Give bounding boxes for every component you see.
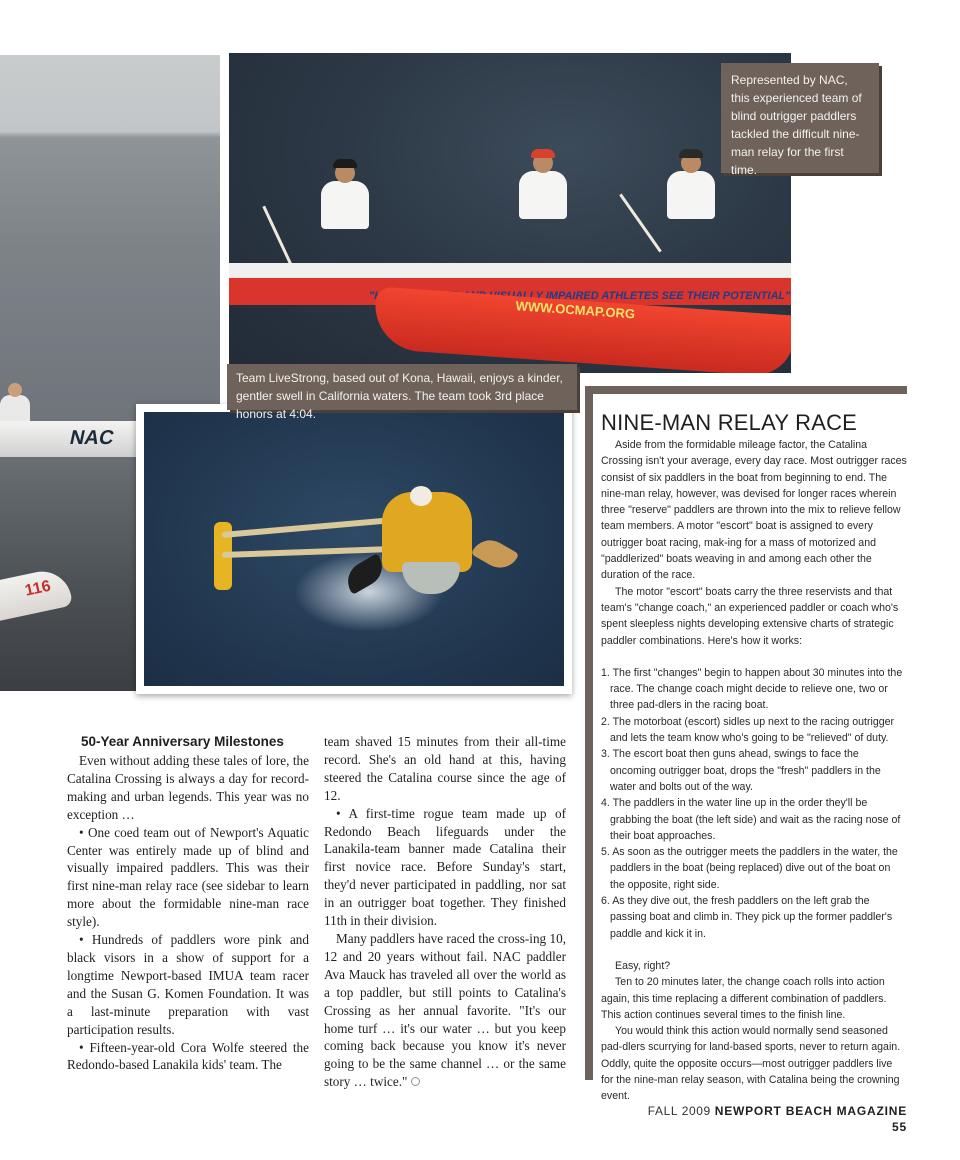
canoe-url-text: WWW.OCMAP.ORG bbox=[515, 298, 636, 322]
sidebar-step: 2. The motorboat (escort) sidles up next to the racing outrigger and lets the team know who's going to be "relieved" of duty. bbox=[601, 715, 895, 745]
article-paragraph: • One coed team out of Newport's Aquatic Center was entirely made up of blind and visually impaired paddlers. This was their first nine-man relay race (see sidebar to learn more about the formidable nine-man race style). bbox=[67, 824, 309, 930]
paddler-figure bbox=[519, 171, 567, 219]
article-column-1 bbox=[67, 733, 309, 1074]
sidebar-step: 6. As they dive out, the fresh paddlers on the left grab the passing boat and climb in. They pick up the former paddler's paddle and kick it in. bbox=[601, 895, 893, 940]
sidebar-step: 1. The first "changes" begin to happen about 30 minutes into the race. The change coach might decide to relieve one, two or three pad-dlers in the racing boat. bbox=[601, 666, 903, 712]
sidebar-step: 5. As soon as the outrigger meets the paddlers in the water, the paddlers in the boat (being replaced) dive out of the boat on the opposite, right side. bbox=[601, 846, 898, 891]
folio-magazine: NEWPORT BEACH MAGAZINE bbox=[714, 1104, 907, 1118]
article-paragraph: • Fifteen-year-old Cora Wolfe steered the Redondo-based Lanakila kids' team. The bbox=[67, 1039, 309, 1073]
article-column-2 bbox=[324, 733, 566, 1091]
sidebar-steps bbox=[601, 665, 907, 942]
photo-red-canoe bbox=[229, 53, 791, 373]
sidebar-content bbox=[601, 410, 907, 1105]
sidebar-step: 4. The paddlers in the water line up in the order they'll be grabbing the boat (the left side) and wait as the racing nose of their boat approaches. bbox=[601, 797, 901, 842]
sidebar-paragraph: The motor "escort" boats carry the three reservists and that team's "change coach," an experienced paddler or coach who's spent sleepless nights developing extensive charts of strategic paddler combinations. Here's how it works: bbox=[601, 585, 899, 647]
article-paragraph: Even without adding these tales of lore, the Catalina Crossing is always a day for record-making and urban legends. This year was no exception … bbox=[67, 753, 309, 822]
sidebar-paragraph: Aside from the formidable mileage factor, the Catalina Crossing isn't your average, every day race. Most outrigger races consist of six paddlers in the boat from beginning to end. The nine-man relay, however, was devised for longer races wherein three "reserve" paddlers are thrown into the mix to relieve fellow team members. A motor "escort" boat is assigned to every outrigger boat racing, mak-ing for a mass of motorized and "paddlerized" boats weaving in and among each other the duration of the race. bbox=[601, 439, 907, 582]
folio-page-number: 55 bbox=[892, 1120, 907, 1134]
sidebar-title: NINE-MAN RELAY RACE bbox=[601, 410, 858, 435]
sidebar-paragraph: Ten to 20 minutes later, the change coach rolls into action again, this time replacing a different combination of paddlers. This action continues several times to the finish line. bbox=[601, 976, 887, 1021]
photo-caption-top: Represented by NAC, this experienced team of blind outrigger paddlers tackled the difficult nine-man relay for the first time. bbox=[721, 63, 879, 173]
paddle-blade bbox=[471, 533, 519, 575]
photo-yellow-outrigger bbox=[144, 412, 564, 686]
hull-nac-text: NAC bbox=[67, 427, 116, 449]
sidebar-paragraph: Easy, right? bbox=[615, 959, 671, 972]
sidebar-step: 3. The escort boat then guns ahead, swings to face the oncoming outrigger boat, drops the "fresh" paddlers in the water and bolts out of the way. bbox=[601, 748, 881, 793]
article-paragraph: team shaved 15 minutes from their all-time record. She's an old hand at this, having steered the Catalina course since the age of 12. bbox=[324, 734, 566, 803]
sidebar-box bbox=[585, 386, 907, 1103]
outrigger-hull-116 bbox=[0, 566, 73, 624]
article-paragraph-text: Many paddlers have raced the cross-ing 10, 12 and 20 years without fail. NAC paddler Ava Mauck has traveled all over the world as a top paddler, but still points to Catalina's Crossing as her annual favorite. "It's our home turf … it's our water … but you keep coming back because you know it's never going to be the same channel … or the same story … twice." bbox=[324, 930, 566, 1090]
article-paragraph bbox=[324, 930, 566, 1091]
canoe-banner-text: "HELPING BLIND AND VISUALLY IMPAIRED ATHLETES SEE THEIR POTENTIAL" bbox=[369, 290, 791, 302]
photo-caption-mid: Team LiveStrong, based out of Kona, Hawaii, enjoys a kinder, gentler swell in California waters. The team took 3rd place honors at 4:04. bbox=[227, 364, 577, 410]
sidebar-paragraph: You would think this action would normally send seasoned pad-dlers scurrying for land-based sports, never to return again. Oddly, quite the opposite occurs—most outrigger paddlers live for the nine-man relay season, with Catalina being the crowning event. bbox=[601, 1025, 901, 1103]
end-of-story-icon bbox=[411, 1077, 420, 1086]
hull-number-116: 116 bbox=[23, 577, 53, 600]
paddler-figure bbox=[321, 181, 369, 229]
folio-issue: FALL 2009 bbox=[647, 1104, 711, 1118]
article-paragraph: • Hundreds of paddlers wore pink and black visors in a show of support for a longtime Newport-based IMUA team racer and the Susan G. Komen Foundation. It was a last-minute preparation with vast participation results. bbox=[67, 932, 309, 1037]
page-folio bbox=[640, 1103, 907, 1135]
article-paragraph: • A first-time rogue team made up of Redondo Beach lifeguards under the Lanakila-team banner made Catalina their first novice race. Before Sunday's start, they'd never participated in paddling, nor sat in an outrigger boat together. They finished 11th in their division. bbox=[324, 805, 566, 929]
paddle bbox=[619, 193, 662, 252]
paddle bbox=[262, 206, 294, 271]
article-heading: 50-Year Anniversary Milestones bbox=[81, 734, 284, 749]
paddlers-group bbox=[382, 492, 472, 572]
paddler-figure bbox=[667, 171, 715, 219]
